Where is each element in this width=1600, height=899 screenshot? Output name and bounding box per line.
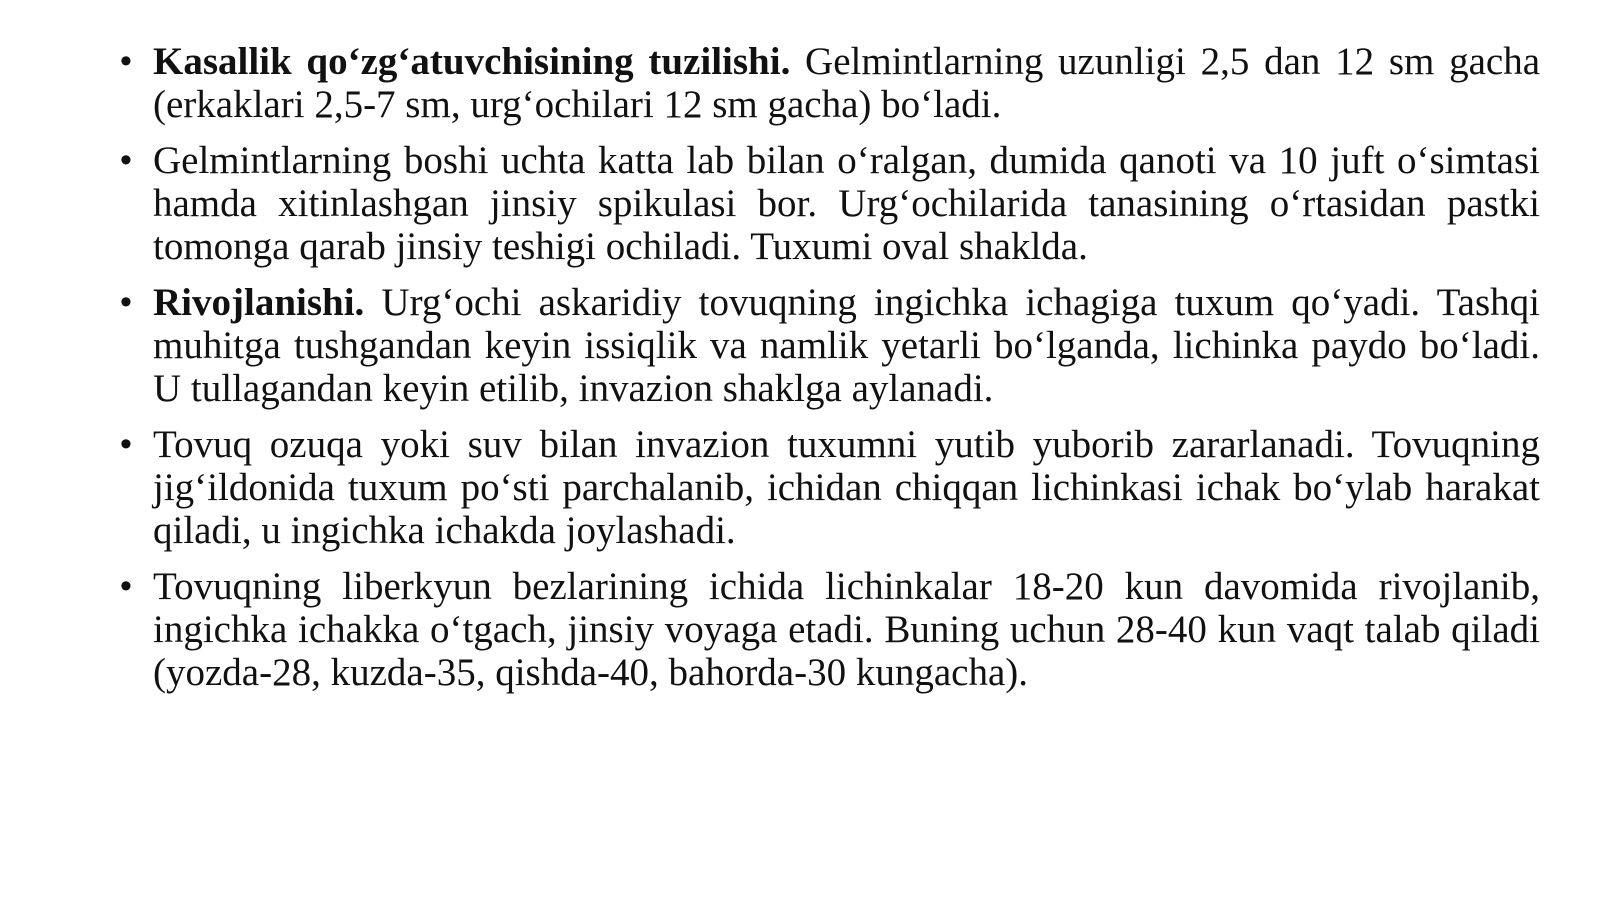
bullet-item-3 (120, 281, 1540, 410)
bullet-item-5 (120, 565, 1540, 694)
bullet-heading: Kasallik qo‘zg‘atuvchisining tuzilishi. (153, 40, 791, 83)
bullet-text: Tovuqning liberkyun bezlarining ichida lichinkalar 18-20 kun davomida rivojlanib, ingichka ichakka o‘tgach, jinsiy voyaga etadi. Buning uchun 28-40 kun vaqt talab qiladi (yozda-28, kuzda-35, qishda-40, bahorda-30 kungacha). (153, 565, 1540, 694)
bullet-text: Urg‘ochi askaridiy tovuqning ingichka ichagiga tuxum qo‘yadi. Tashqi muhitga tushgandan keyin issiqlik va namlik yetarli bo‘lganda, lichinka paydo bo‘ladi. U tullagandan keyin etilib, invazion shaklga aylanadi. (153, 281, 1540, 410)
bullet-item-4 (120, 423, 1540, 552)
bullet-text: Tovuq ozuqa yoki suv bilan invazion tuxumni yutib yuborib zararlanadi. Tovuqning jig‘ildonida tuxum po‘sti parchalanib, ichidan chiqqan lichinkasi ichak bo‘ylab harakat qiladi, u ingichka ichakda joylashadi. (153, 423, 1540, 552)
bullet-icon: • (120, 42, 132, 80)
bullet-list (120, 40, 1540, 707)
bullet-text: Gelmintlarning uzunligi 2,5 dan 12 sm gacha (erkaklari 2,5-7 sm, urg‘ochilari 12 sm gacha) bo‘ladi. (153, 40, 1540, 126)
bullet-icon: • (120, 425, 132, 463)
bullet-icon: • (120, 141, 132, 179)
bullet-item-1 (120, 40, 1540, 126)
bullet-icon: • (120, 283, 132, 321)
bullet-icon: • (120, 567, 132, 605)
bullet-item-2 (120, 139, 1540, 268)
bullet-text: Gelmintlarning boshi uchta katta lab bilan o‘ralgan, dumida qanoti va 10 juft o‘simtasi hamda xitinlashgan jinsiy spikulasi bor. Urg‘ochilarida tanasining o‘rtasidan pastki tomonga qarab jinsiy teshigi ochiladi. Tuxumi oval shakldа. (153, 139, 1540, 268)
bullet-heading: Rivojlanishi. (153, 281, 365, 324)
